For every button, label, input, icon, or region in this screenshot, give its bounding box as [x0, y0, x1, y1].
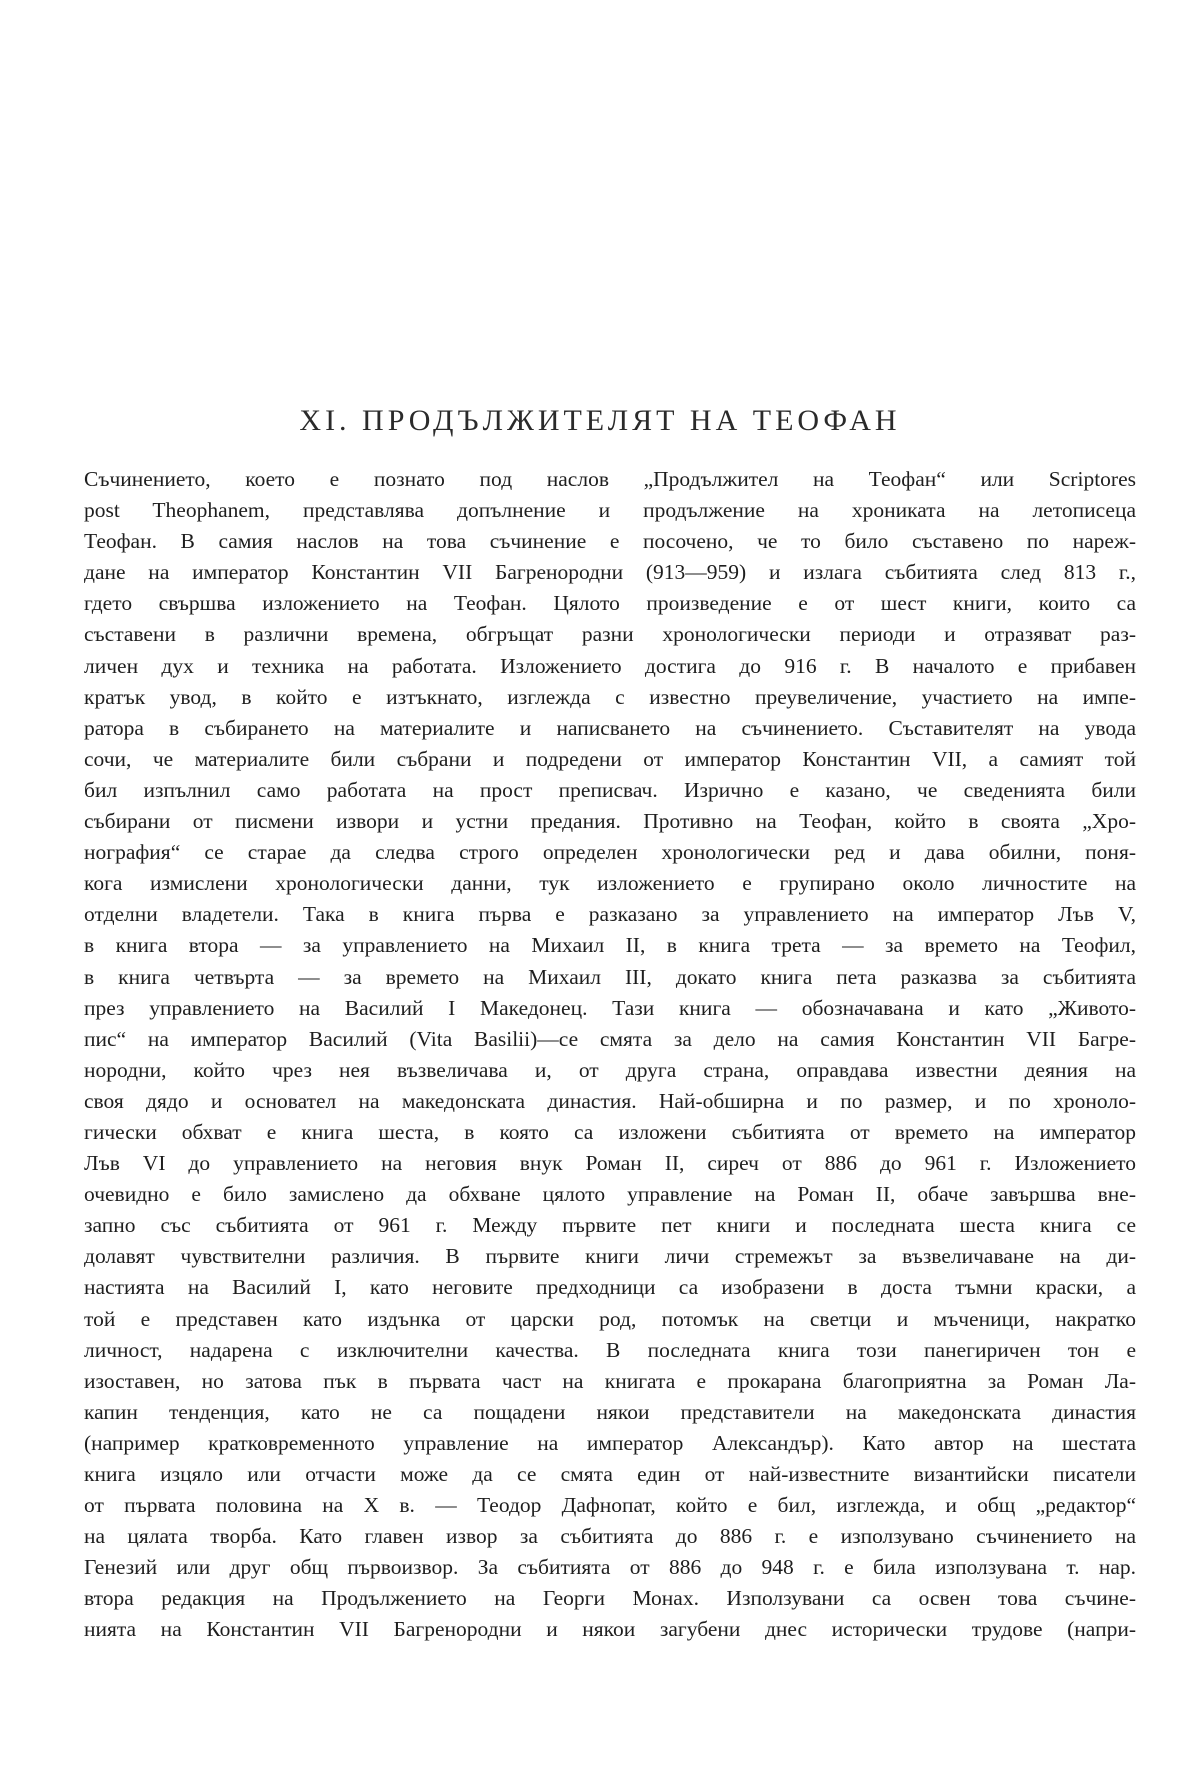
text-line: отделни владетели. Така в книга първа е разказано за управлението на император Лъв V, [84, 902, 1136, 927]
text-line: през управлението на Василий I Македонец. Тази книга — обозначавана и като „Живото- [84, 995, 1136, 1020]
text-line: личност, надарена с изключителни качества. В последната книга този панегиричен тон е [84, 1337, 1136, 1362]
text-line: очевидно е било замислено да обхване цялото управление на Роман II, обаче завършва вне- [84, 1182, 1136, 1207]
text-line: настията на Василий I, като неговите предходници са изобразени в доста тъмни краски, а [84, 1275, 1136, 1300]
text-line: запно със събитията от 961 г. Между първите пет книги и последната шеста книга се [84, 1213, 1136, 1238]
chapter-body [84, 464, 1136, 1646]
text-line: Генезий или друг общ първоизвор. За събитията от 886 до 948 г. е била използувана т. нар. [84, 1555, 1136, 1580]
text-line: ратора в събирането на материалите и написването на съчинението. Съставителят на увода [84, 715, 1136, 740]
text-line: книга изцяло или отчасти може да се смята един от най-известните византийски писатели [84, 1462, 1136, 1486]
text-line: Съчинението, което е познато под наслов „Продължител на Теофан“ или Scriptores [84, 467, 1136, 491]
text-line: пис“ на император Василий (Vita Basilii)—се смята за дело на самия Константин VII Багре- [84, 1026, 1136, 1051]
text-line: в книга втора — за управлението на Михаил II, в книга трета — за времето на Теофил, [84, 933, 1136, 958]
text-line: гически обхват е книга шеста, в която са изложени събитията от времето на император [84, 1119, 1136, 1144]
text-line: бил изпълнил само работата на прост преписвач. Изрично е казано, че сведенията били [84, 777, 1136, 802]
text-line: събирани от писмени извори и устни предания. Противно на Теофан, който в своята „Хро- [84, 809, 1136, 834]
text-line: в книга четвърта — за времето на Михаил III, докато книга пета разказва за събитията [84, 964, 1136, 989]
text-line: от първата половина на X в. — Теодор Дафнопат, който е бил, изглежда, и общ „редактор“ [84, 1493, 1136, 1518]
text-line: кратък увод, в който е изтъкнато, изглежда с известно преувеличение, участието на импе- [84, 684, 1136, 709]
text-line: той е представен като издънка от царски род, потомък на светци и мъченици, накратко [84, 1306, 1136, 1331]
text-line: долавят чувствителни различия. В първите книги личи стремежът за възвеличаване на ди- [84, 1244, 1136, 1269]
chapter-title: XI. ПРОДЪЛЖИТЕЛЯТ НА ТЕОФАН [299, 404, 901, 438]
text-line: кога измислени хронологически данни, тук изложението е групирано около личностите на [84, 871, 1136, 896]
text-line: втора редакция на Продължението на Георги Монах. Използувани са освен това съчине- [84, 1586, 1136, 1611]
text-line: капин тенденция, като не са пощадени някои представители на македонската династия [84, 1399, 1136, 1424]
text-line: гдето свършва изложението на Теофан. Цялото произведение е от шест книги, които са [84, 591, 1136, 616]
text-line: нография“ се старае да следва строго определен хронологически ред и дава обилни, поня- [84, 840, 1136, 865]
text-line: (например кратковременното управление на император Александър). Като автор на шестата [84, 1430, 1136, 1455]
text-line: дане на император Константин VII Багренородни (913—959) и излага събитията след 813 г., [84, 560, 1136, 585]
text-line: Лъв VI до управлението на неговия внук Роман II, сиреч от 886 до 961 г. Изложението [84, 1151, 1136, 1176]
text-line: съставени в различни времена, обгръщат разни хронологически периоди и отразяват раз- [84, 622, 1136, 647]
text-line: на цялата творба. Като главен извор за събитията до 886 г. е използувано съчинението на [84, 1524, 1136, 1549]
text-line: личен дух и техника на работата. Изложението достига до 916 г. В началото е прибавен [84, 653, 1136, 678]
text-line: сочи, че материалите били събрани и подредени от император Константин VII, а самият той [84, 746, 1136, 771]
text-line: post Theophanem, представлява допълнение и продължение на хрониката на летописеца [84, 498, 1136, 523]
text-line: Теофан. В самия наслов на това съчинение е посочено, че то било съставено по нареж- [84, 529, 1136, 554]
text-line: нията на Константин VII Багренородни и някои загубени днес исторически трудове (напри- [84, 1617, 1136, 1642]
text-line: нородни, който чрез нея възвеличава и, от друга страна, оправдава известни деяния на [84, 1057, 1136, 1082]
text-line: изоставен, но затова пък в първата част на книгата е прокарана благоприятна за Роман Ла- [84, 1368, 1136, 1393]
text-line: своя дядо и основател на македонската династия. Най-обширна и по размер, и по хроноло- [84, 1088, 1136, 1113]
